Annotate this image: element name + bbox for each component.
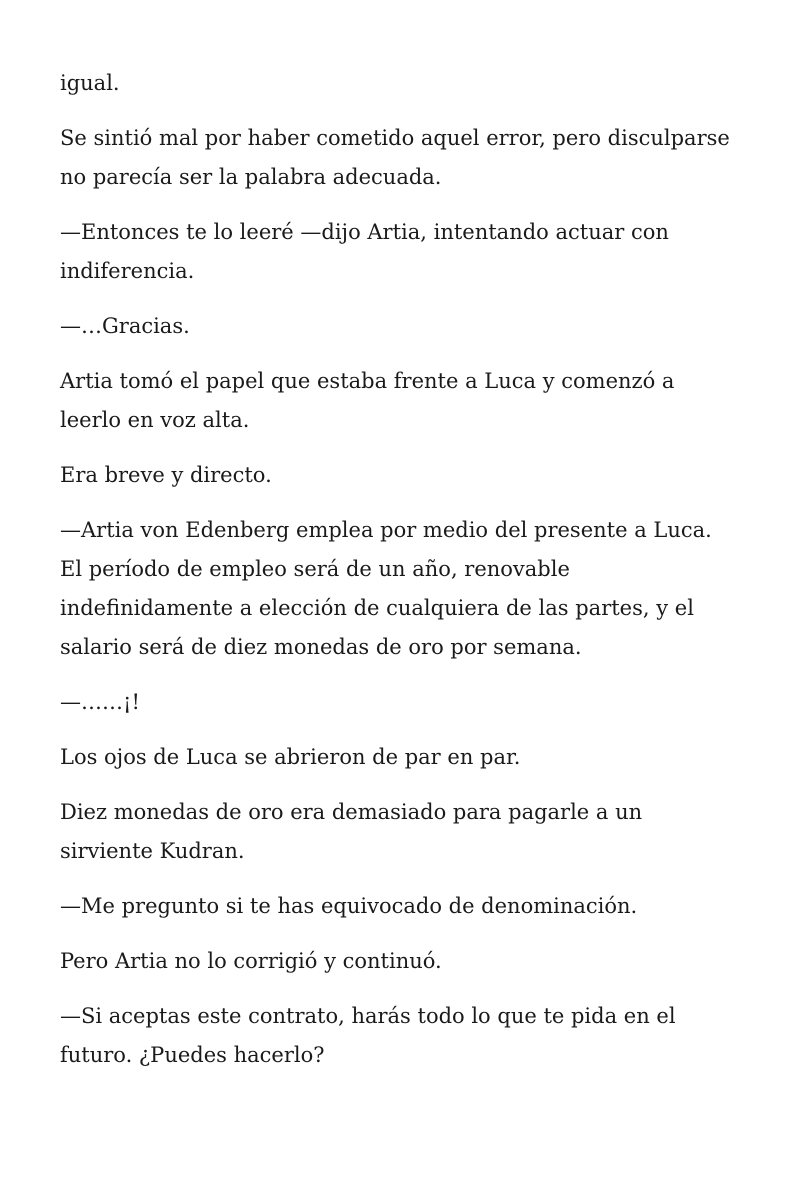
paragraph-12: Pero Artia no lo corrigió y continuó. — [60, 949, 442, 973]
paragraph-6: Era breve y directo. — [60, 463, 272, 487]
paragraph-3: —Entonces te lo leeré —dijo Artia, intentando actuar con indiferencia. — [60, 220, 669, 283]
reader-page — [60, 64, 740, 1091]
paragraph-9: Los ojos de Luca se abrieron de par en par. — [60, 745, 521, 769]
paragraph-11: —Me pregunto si te has equivocado de denominación. — [60, 894, 638, 918]
paragraph-13: —Si aceptas este contrato, harás todo lo que te pida en el futuro. ¿Puedes hacerlo? — [60, 1004, 676, 1067]
paragraph-7: —Artia von Edenberg emplea por medio del presente a Luca. El período de empleo será de un año, renovable indefinidamente a elección de cualquiera de las partes, y el salario será de diez monedas de oro por semana. — [60, 518, 712, 659]
paragraph-4: —…Gracias. — [60, 314, 190, 338]
paragraph-10: Diez monedas de oro era demasiado para pagarle a un sirviente Kudran. — [60, 800, 643, 863]
paragraph-1: igual. — [60, 71, 120, 95]
paragraph-5: Artia tomó el papel que estaba frente a Luca y comenzó a leerlo en voz alta. — [60, 369, 675, 432]
paragraph-8: —……¡! — [60, 690, 140, 714]
paragraph-2: Se sintió mal por haber cometido aquel error, pero disculparse no parecía ser la palabra adecuada. — [60, 126, 730, 189]
